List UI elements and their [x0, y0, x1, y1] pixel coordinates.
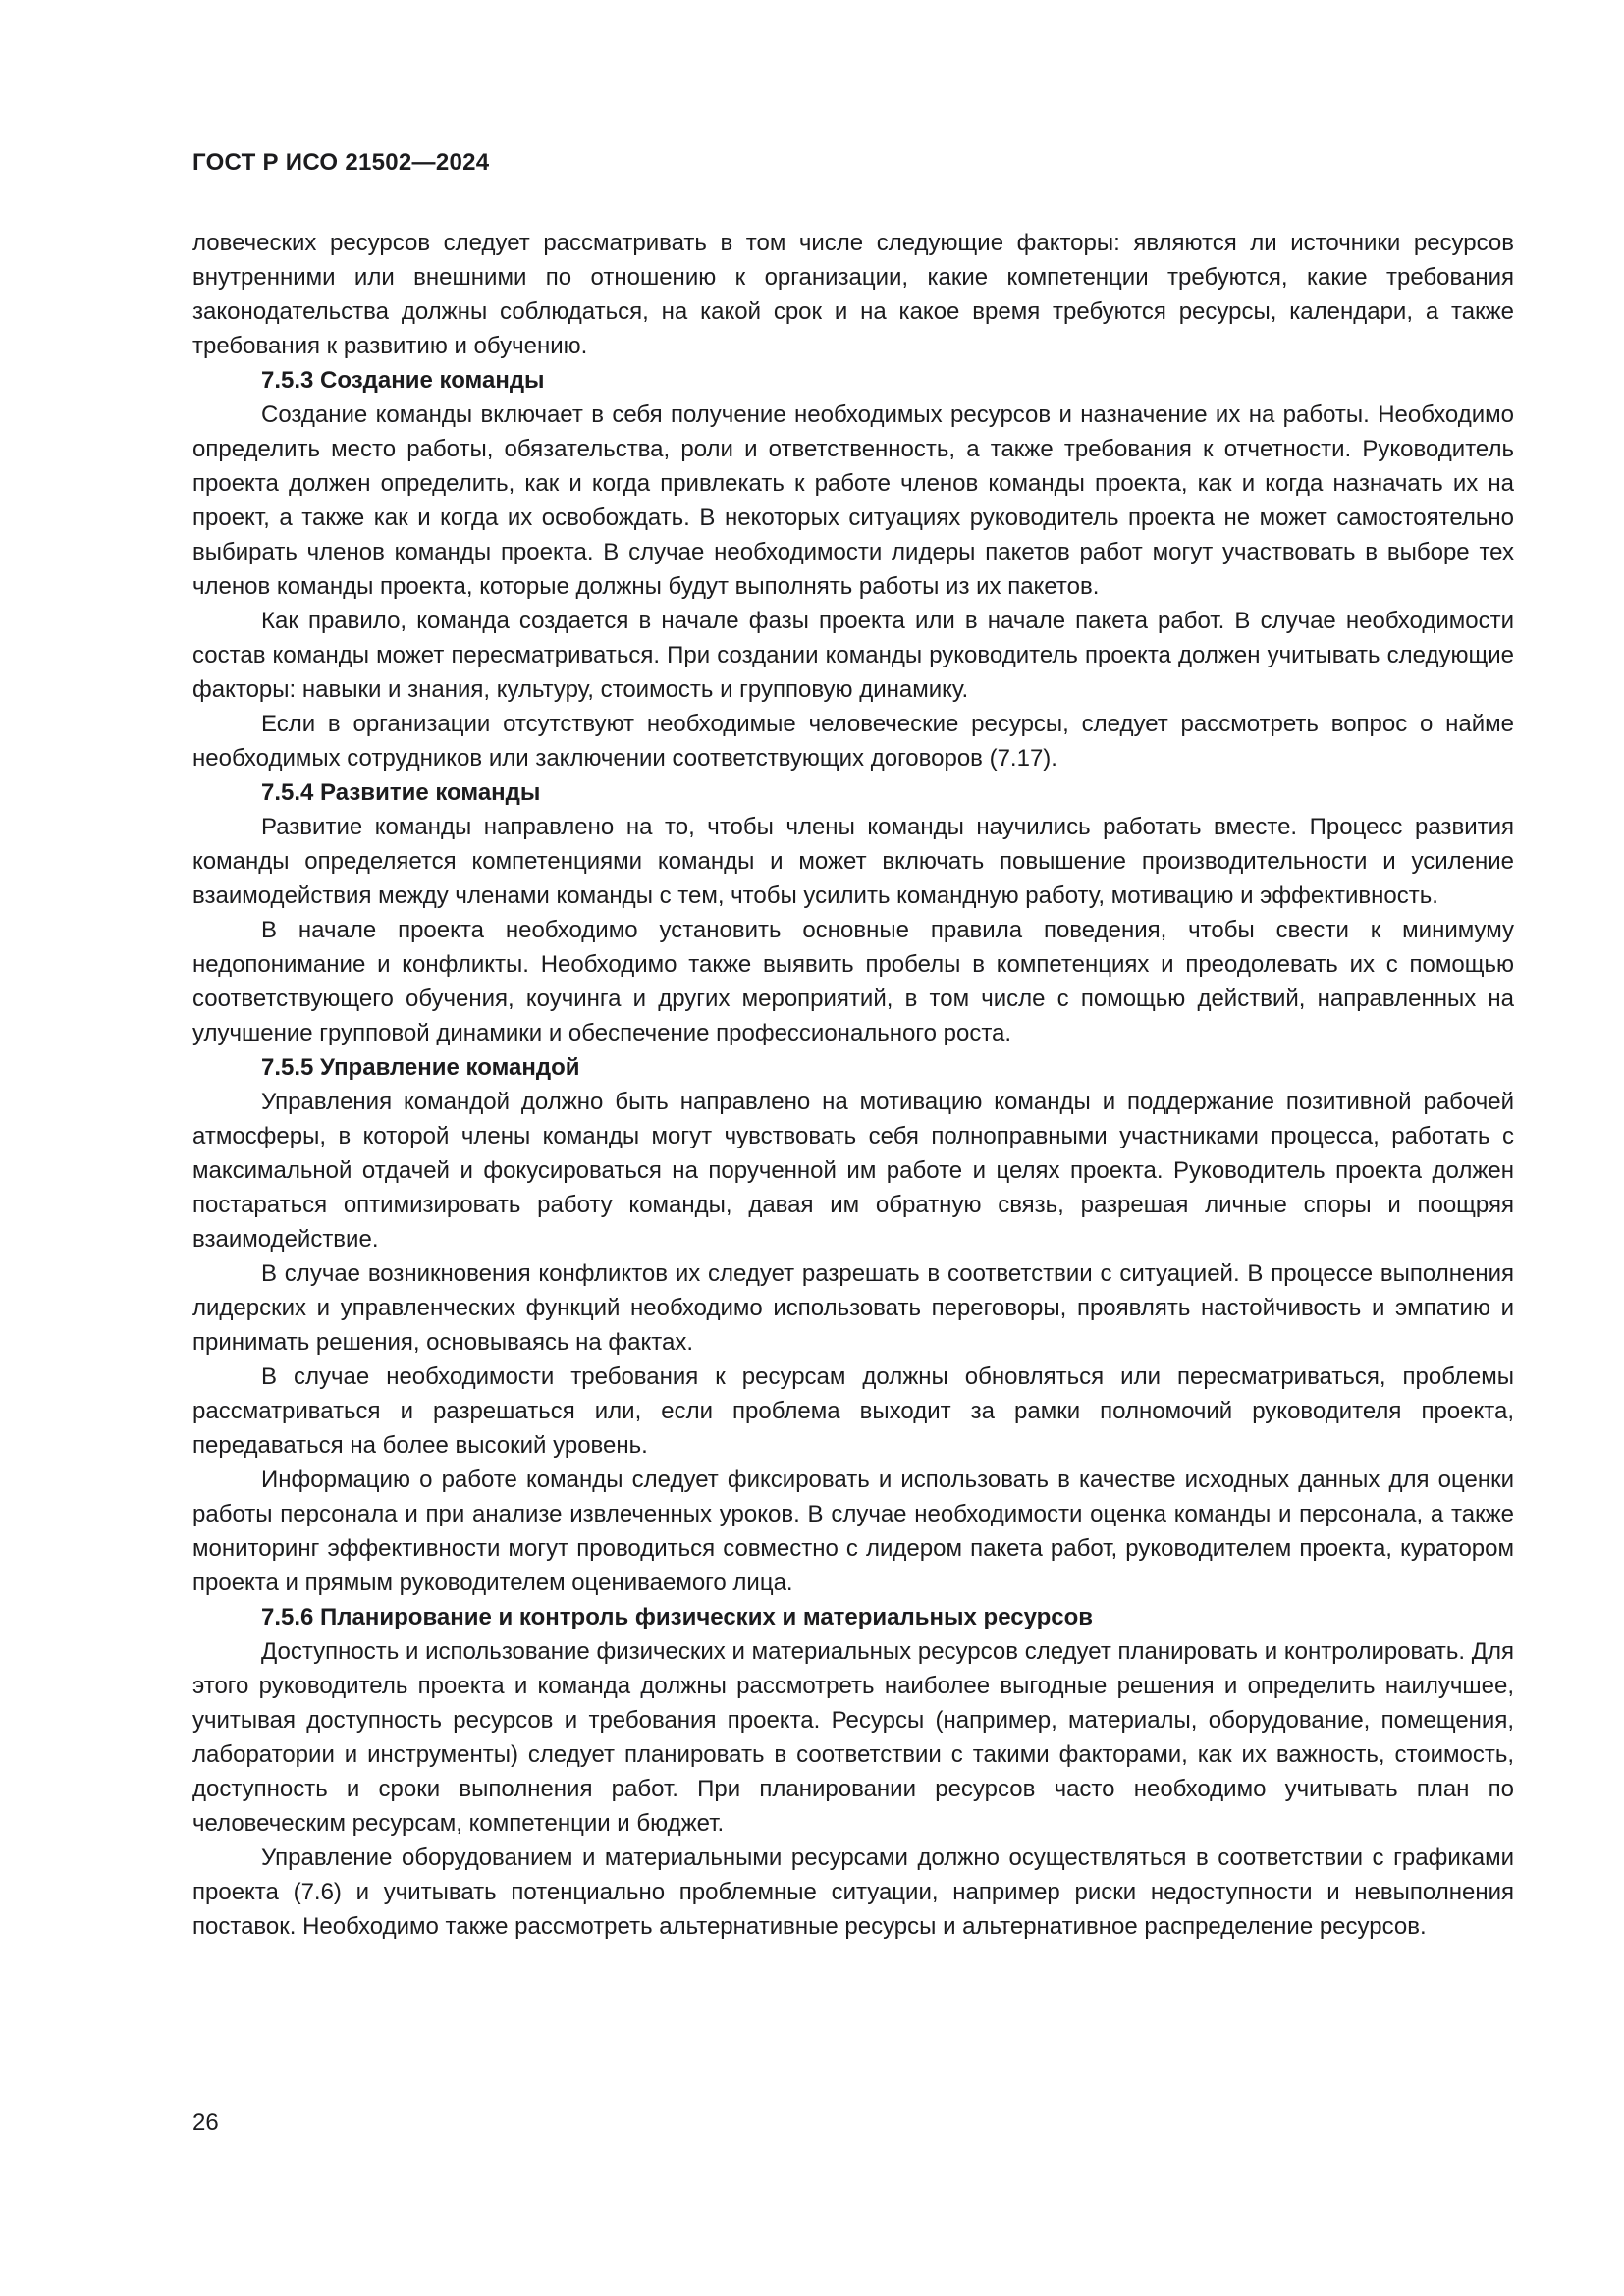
body-paragraph: ловеческих ресурсов следует рассматривать в том числе следующие факторы: являются ли источники ресурсов внутренними или внешними по отношению к организации, какие компетенции требуются, какие требования законодательства должны соблюдаться, на какой срок и на какое время требуются ресурсы, календари, а также требования к развитию и обучению. — [192, 230, 1514, 359]
document-header: ГОСТ Р ИСО 21502—2024 — [192, 149, 490, 176]
body-paragraph: Доступность и использование физических и материальных ресурсов следует планировать и контролировать. Для этого руководитель проекта и команда должны рассмотреть наиболее выгодные решения и определить наилучшее, учитывая доступность ресурсов и требования проекта. Ресурсы (например, материалы, оборудование, помещения, лаборатории и инструменты) следует планировать в соответствии с такими факторами, как их важность, стоимость, доступность и сроки выполнения работ. При планировании ресурсов часто необходимо учитывать план по человеческим ресурсам, компетенции и бюджет. — [192, 1638, 1514, 1837]
section-heading: 7.5.6 Планирование и контроль физических и материальных ресурсов — [261, 1604, 1094, 1630]
body-paragraph: В случае возникновения конфликтов их следует разрешать в соответствии с ситуацией. В процессе выполнения лидерских и управленческих функций необходимо использовать переговоры, проявлять настойчивость и эмпатию и принимать решения, основываясь на фактах. — [192, 1260, 1514, 1356]
section-heading: 7.5.3 Создание команды — [261, 367, 545, 394]
body-paragraph: Если в организации отсутствуют необходимые человеческие ресурсы, следует рассмотреть вопрос о найме необходимых сотрудников или заключении соответствующих договоров (7.17). — [192, 711, 1514, 772]
body-paragraph: В начале проекта необходимо установить основные правила поведения, чтобы свести к минимуму недопонимание и конфликты. Необходимо также выявить пробелы в компетенциях и преодолевать их с помощью соответствующего обучения, коучинга и других мероприятий, в том числе с помощью действий, направленных на улучшение групповой динамики и обеспечение профессионального роста. — [192, 917, 1514, 1046]
body-paragraph: Информацию о работе команды следует фиксировать и использовать в качестве исходных данных для оценки работы персонала и при анализе извлеченных уроков. В случае необходимости оценка команды и персонала, а также мониторинг эффективности могут проводиться совместно с лидером пакета работ, руководителем проекта, куратором проекта и прямым руководителем оцениваемого лица. — [192, 1467, 1514, 1596]
body-paragraph: Как правило, команда создается в начале фазы проекта или в начале пакета работ. В случае необходимости состав команды может пересматриваться. При создании команды руководитель проекта должен учитывать следующие факторы: навыки и знания, культуру, стоимость и групповую динамику. — [192, 608, 1514, 703]
page-number: 26 — [192, 2109, 219, 2136]
body-paragraph: Развитие команды направлено на то, чтобы члены команды научились работать вместе. Процесс развития команды определяется компетенциями команды и может включать повышение производительности и усиление взаимодействия между членами команды с тем, чтобы усилить командную работу, мотивацию и эффективность. — [192, 814, 1514, 909]
section-heading: 7.5.4 Развитие команды — [261, 779, 541, 806]
document-body — [192, 226, 1514, 1944]
body-paragraph: Создание команды включает в себя получение необходимых ресурсов и назначение их на работы. Необходимо определить место работы, обязательства, роли и ответственность, а также требования к отчетности. Руководитель проекта должен определить, как и когда привлекать к работе членов команды проекта, как и когда назначать их на проект, а также как и когда их освобождать. В некоторых ситуациях руководитель проекта не может самостоятельно выбирать членов команды проекта. В случае необходимости лидеры пакетов работ могут участвовать в выборе тех членов команды проекта, которые должны будут выполнять работы из их пакетов. — [192, 401, 1514, 600]
section-heading: 7.5.5 Управление командой — [261, 1054, 580, 1081]
body-paragraph: Управления командой должно быть направлено на мотивацию команды и поддержание позитивной рабочей атмосферы, в которой члены команды могут чувствовать себя полноправными участниками процесса, работать с максимальной отдачей и фокусироваться на порученной им работе и целях проекта. Руководитель проекта должен постараться оптимизировать работу команды, давая им обратную связь, разрешая личные споры и поощряя взаимодействие. — [192, 1089, 1514, 1253]
body-paragraph: В случае необходимости требования к ресурсам должны обновляться или пересматриваться, проблемы рассматриваться и разрешаться или, если проблема выходит за рамки полномочий руководителя проекта, передаваться на более высокий уровень. — [192, 1363, 1514, 1459]
body-paragraph: Управление оборудованием и материальными ресурсами должно осуществляться в соответствии с графиками проекта (7.6) и учитывать потенциально проблемные ситуации, например риски недоступности и невыполнения поставок. Необходимо также рассмотреть альтернативные ресурсы и альтернативное распределение ресурсов. — [192, 1844, 1514, 1940]
